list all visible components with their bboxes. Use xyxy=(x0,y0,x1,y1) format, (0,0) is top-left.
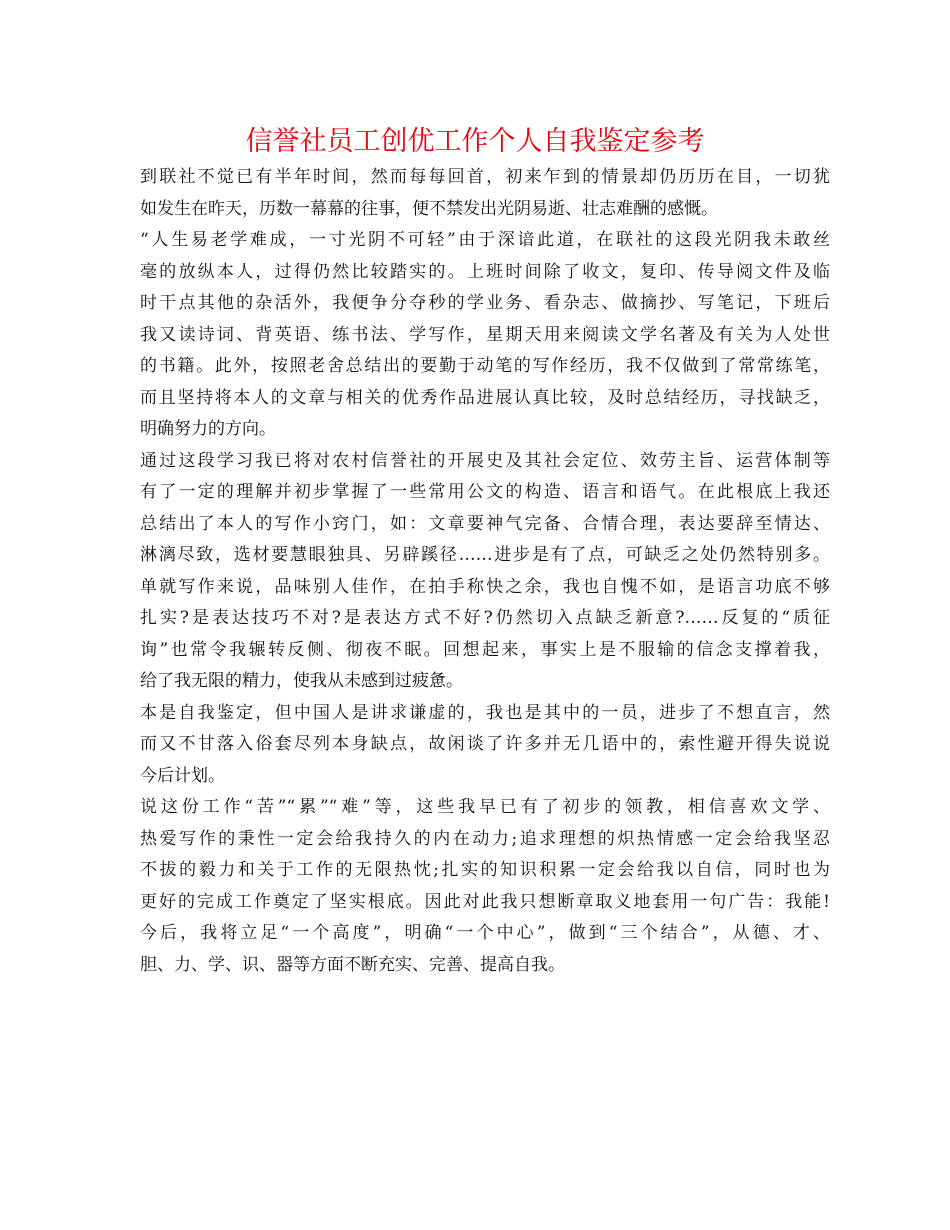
text-line: 给了我无限的精力，使我从未感到过疲惫。 xyxy=(140,671,463,691)
text-line: 通过这段学习我已将对农村信誉社的开展史及其社会定位、效劳主旨、运营体制等 xyxy=(140,450,830,471)
text-line: 本是自我鉴定，但中国人是讲求谦虚的，我也是其中的一员，进步了不想直言，然 xyxy=(140,702,830,723)
text-line: 单就写作来说，品味别人佳作，在拍手称快之余，我也自愧不如，是语言功底不够 xyxy=(140,576,830,597)
text-line: 不拔的毅力和关于工作的无限热忱;扎实的知识积累一定会给我以自信，同时也为 xyxy=(140,860,830,880)
text-line: 而且坚持将本人的文章与相关的优秀作品进展认真比较，及时总结经历，寻找缺乏， xyxy=(140,387,830,408)
text-line: 淋漓尽致，选材要慧眼独具、另辟蹊径……进步是有了点，可缺乏之处仍然特别多。 xyxy=(140,545,830,565)
text-line: 扎实?是表达技巧不对?是表达方式不好?仍然切入点缺乏新意?……反复的“质征 xyxy=(140,608,830,628)
text-line: 更好的完成工作奠定了坚实根底。因此对此我只想断章取义地套用一句广告：我能! xyxy=(140,891,830,912)
text-line: 如发生在昨天，历数一幕幕的往事，便不禁发出光阴易逝、壮志难酬的感慨。 xyxy=(140,198,718,219)
text-line: 而又不甘落入俗套尽列本身缺点，故闲谈了许多并无几语中的，索性避开得失说说 xyxy=(140,734,830,754)
document-body xyxy=(140,162,830,981)
text-line: 总结出了本人的写作小窍门，如：文章要神气完备、合情合理，表达要辞至情达、 xyxy=(140,513,830,534)
text-line: 时干点其他的杂活外，我便争分夺秒的学业务、看杂志、做摘抄、写笔记，下班后 xyxy=(140,293,830,313)
text-line: 询”也常令我辗转反侧、彻夜不眠。回想起来，事实上是不服输的信念支撑着我， xyxy=(140,639,830,660)
text-line: 胆、力、学、识、器等方面不断充实、完善、提高自我。 xyxy=(140,954,565,975)
text-line: 毫的放纵本人，过得仍然比较踏实的。上班时间除了收文，复印、传导阅文件及临 xyxy=(140,261,830,282)
paragraph-3 xyxy=(140,446,830,698)
text-line: 今后，我将立足“一个高度”，明确“一个中心”，做到“三个结合”，从德、才、 xyxy=(140,923,830,943)
text-line: 明确努力的方向。 xyxy=(140,419,276,439)
text-line: 到联社不觉已有半年时间，然而每每回首，初来乍到的情景却仍历历在目，一切犹 xyxy=(140,167,830,187)
paragraph-5 xyxy=(140,792,830,981)
paragraph-4 xyxy=(140,698,830,793)
paragraph-1 xyxy=(140,162,830,225)
text-line: “人生易老学难成，一寸光阴不可轻”由于深谙此道，在联社的这段光阴我未敢丝 xyxy=(140,230,830,250)
document-title: 信誉社员工创优工作个人自我鉴定参考 xyxy=(245,126,705,157)
text-line: 我又读诗词、背英语、练书法、学写作，星期天用来阅读文学名著及有关为人处世 xyxy=(140,324,830,345)
text-line: 有了一定的理解并初步掌握了一些常用公文的构造、语言和语气。在此根底上我还 xyxy=(140,482,830,502)
text-line: 热爱写作的秉性一定会给我持久的内在动力;追求理想的炽热情感一定会给我坚忍 xyxy=(140,828,830,849)
paragraph-2 xyxy=(140,225,830,446)
text-line: 的书籍。此外，按照老舍总结出的要勤于动笔的写作经历，我不仅做到了常常练笔， xyxy=(140,356,830,376)
text-line: 今后计划。 xyxy=(140,765,225,786)
text-line: 说这份工作“苦”“累”“难”等，这些我早已有了初步的领教，相信喜欢文学、 xyxy=(140,797,830,817)
